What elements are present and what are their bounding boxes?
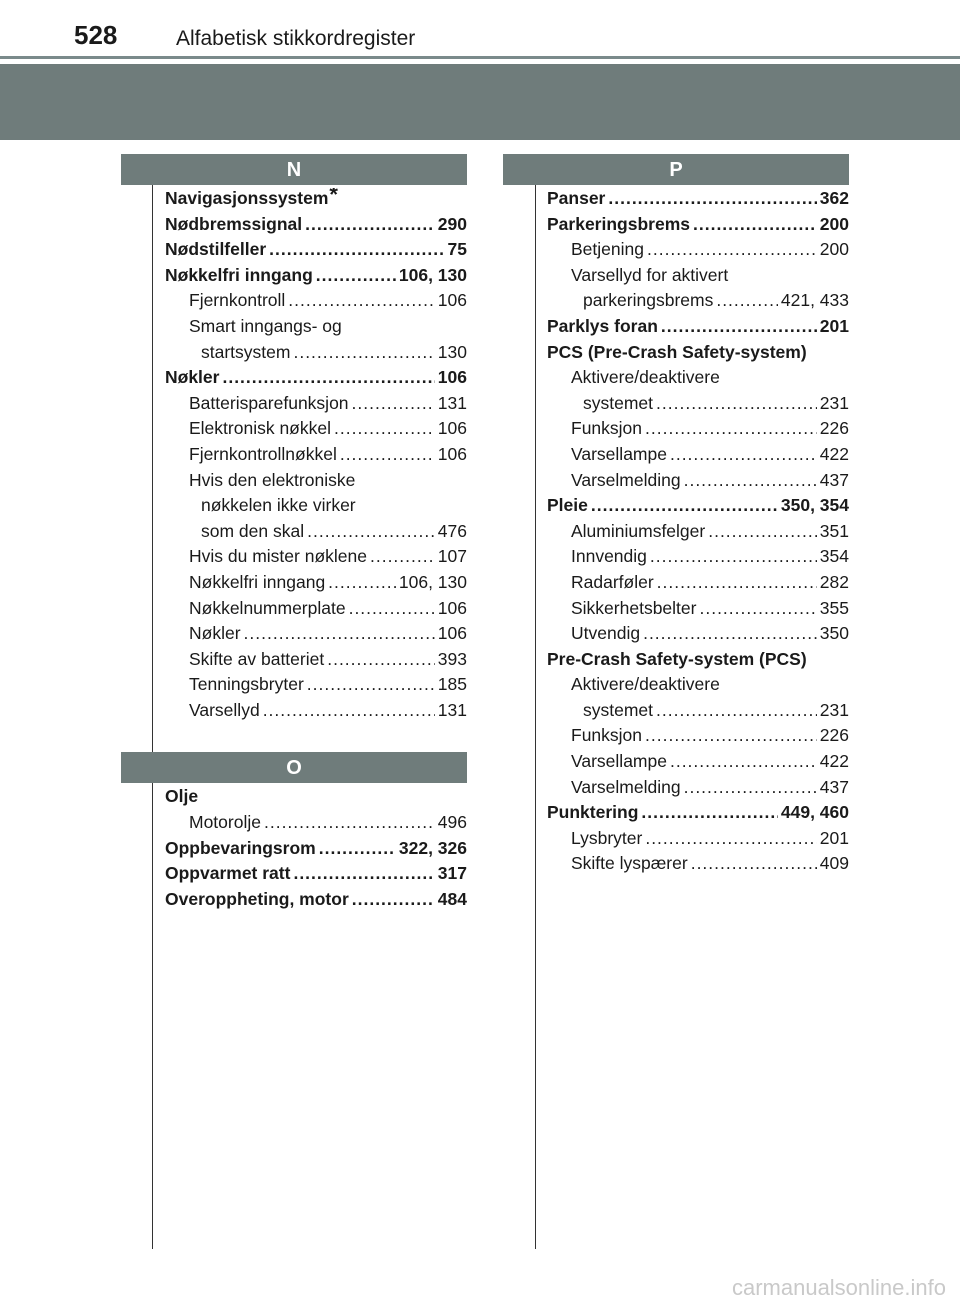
page-reference[interactable]: 201 xyxy=(819,827,849,848)
page-reference[interactable]: 290 xyxy=(437,213,467,234)
index-term: Innvendig xyxy=(571,546,647,567)
page-reference[interactable]: 106 xyxy=(437,443,467,464)
page-reference[interactable]: 351 xyxy=(819,520,849,541)
index-entry xyxy=(547,367,849,393)
index-term: Radarføler xyxy=(571,571,654,592)
dot-leader xyxy=(293,342,434,363)
index-entry xyxy=(547,265,849,291)
page-reference[interactable]: 282 xyxy=(819,571,849,592)
dot-leader xyxy=(305,214,435,235)
page-reference[interactable]: 130 xyxy=(437,341,467,362)
page-reference[interactable]: 185 xyxy=(437,674,467,695)
page-reference[interactable]: 362 xyxy=(819,188,849,208)
index-entry xyxy=(165,700,467,726)
index-entry xyxy=(547,853,849,879)
index-term: Sikkerhetsbelter xyxy=(571,597,697,618)
index-entry xyxy=(165,444,467,470)
index-term: Batterisparefunksjon xyxy=(189,392,349,413)
page-reference[interactable]: 226 xyxy=(819,725,849,746)
index-entry xyxy=(165,889,467,915)
index-entry xyxy=(165,623,467,649)
dot-leader xyxy=(684,777,817,798)
index-term: som den skal xyxy=(201,520,305,541)
index-term: Panser xyxy=(547,188,606,208)
dot-leader xyxy=(264,812,435,833)
page-reference[interactable]: 322, 326 xyxy=(398,837,467,858)
index-entry xyxy=(547,188,849,214)
index-entry xyxy=(165,546,467,572)
dot-leader xyxy=(645,725,817,746)
dot-leader xyxy=(657,572,817,593)
page-reference[interactable]: 106, 130 xyxy=(398,571,467,592)
page-reference[interactable]: 350 xyxy=(819,623,849,644)
index-term: Varselmelding xyxy=(571,776,681,797)
index-term: Varsellyd for aktivert xyxy=(571,264,729,285)
page-reference[interactable]: 106 xyxy=(437,597,467,618)
index-term: Nøkler xyxy=(165,367,220,388)
index-term: startsystem xyxy=(201,341,291,362)
dot-leader xyxy=(349,598,435,619)
index-entry xyxy=(547,572,849,598)
header-divider xyxy=(0,56,960,59)
page-reference[interactable]: 75 xyxy=(447,239,467,260)
page-reference[interactable]: 231 xyxy=(819,392,849,413)
index-term: PCS (Pre-Crash Safety-system) xyxy=(547,341,807,362)
index-entry: Navigasjonssystem * xyxy=(165,188,338,208)
page-reference[interactable]: 131 xyxy=(437,392,467,413)
page-reference[interactable]: 355 xyxy=(819,597,849,618)
page-reference[interactable]: 200 xyxy=(819,239,849,260)
page-reference[interactable]: 437 xyxy=(819,469,849,490)
index-term: Tenningsbryter xyxy=(189,674,304,695)
dot-leader xyxy=(661,316,817,337)
page-reference[interactable]: 422 xyxy=(819,443,849,464)
index-term: Pre-Crash Safety-system (PCS) xyxy=(547,648,807,669)
index-term: Navigasjonssystem xyxy=(165,188,329,208)
dot-leader xyxy=(699,598,816,619)
index-term: Aktivere/deaktivere xyxy=(571,674,720,695)
index-term: Smart inngangs- og xyxy=(189,315,342,336)
dot-leader xyxy=(608,188,816,209)
index-term: Betjening xyxy=(571,239,644,260)
index-entry xyxy=(165,674,467,700)
dot-leader xyxy=(222,367,434,388)
dot-leader xyxy=(307,521,435,542)
page-reference[interactable]: 231 xyxy=(819,699,849,720)
index-entry xyxy=(547,802,849,828)
dot-leader xyxy=(263,700,435,721)
index-entry-list xyxy=(121,786,467,914)
dot-leader xyxy=(334,418,435,439)
index-entry xyxy=(547,649,849,675)
page-reference[interactable]: 106 xyxy=(437,623,467,644)
index-entry xyxy=(165,418,467,444)
index-entry xyxy=(165,838,467,864)
chapter-band xyxy=(0,64,960,140)
section-letter-p: P xyxy=(503,154,849,185)
index-term: Hvis den elektroniske xyxy=(189,469,356,490)
page-reference[interactable]: 201 xyxy=(819,315,849,336)
page-reference[interactable]: 131 xyxy=(437,699,467,720)
dot-leader xyxy=(307,674,435,695)
index-column-right xyxy=(503,154,849,879)
index-term: Nøkkelfri inngang xyxy=(189,571,326,592)
index-entry xyxy=(547,725,849,751)
index-entry xyxy=(547,239,849,265)
dot-leader xyxy=(716,290,778,311)
page-reference[interactable]: 106 xyxy=(437,418,467,439)
page-reference[interactable]: 422 xyxy=(819,751,849,772)
index-term: Lysbryter xyxy=(571,827,643,848)
dot-leader xyxy=(647,239,817,260)
dot-leader xyxy=(328,572,396,593)
dot-leader xyxy=(316,265,396,286)
index-term: Aktivere/deaktivere xyxy=(571,367,720,388)
dot-leader xyxy=(293,863,434,884)
index-entry xyxy=(165,214,467,240)
index-term: Overoppheting, motor xyxy=(165,888,349,909)
index-entry xyxy=(165,598,467,624)
index-entry xyxy=(165,367,467,393)
page-reference[interactable]: 437 xyxy=(819,776,849,797)
page-reference[interactable]: 107 xyxy=(437,546,467,567)
index-entry xyxy=(547,444,849,470)
index-entry xyxy=(547,495,849,521)
index-term: Punktering xyxy=(547,802,639,823)
index-term: Skifte av batteriet xyxy=(189,648,325,669)
page-reference[interactable]: 421, 433 xyxy=(780,290,849,311)
dot-leader xyxy=(319,838,396,859)
section-spacer xyxy=(121,725,467,752)
dot-leader xyxy=(708,521,817,542)
index-term: Hvis du mister nøklene xyxy=(189,546,367,567)
index-entry-list xyxy=(503,188,849,879)
dot-leader xyxy=(645,828,816,849)
index-term: Funksjon xyxy=(571,418,643,439)
index-term: Elektronisk nøkkel xyxy=(189,418,331,439)
index-term: Nødstilfeller xyxy=(165,239,267,260)
index-entry xyxy=(165,786,467,812)
dot-leader xyxy=(288,290,435,311)
index-term: nøkkelen ikke virker xyxy=(201,495,356,516)
dot-leader xyxy=(645,418,817,439)
dot-leader xyxy=(340,444,435,465)
index-entry xyxy=(547,623,849,649)
section-letter-o: O xyxy=(121,752,467,783)
index-entry-list xyxy=(121,188,467,725)
index-entry xyxy=(547,751,849,777)
index-entry xyxy=(547,828,849,854)
index-entry xyxy=(547,546,849,572)
index-entry xyxy=(165,316,467,342)
dot-leader xyxy=(352,393,435,414)
dot-leader xyxy=(352,889,435,910)
dot-leader xyxy=(656,393,817,414)
dot-leader xyxy=(656,700,817,721)
page-reference[interactable]: 317 xyxy=(437,863,467,884)
dot-leader xyxy=(244,623,435,644)
index-term: Fjernkontrollnøkkel xyxy=(189,443,337,464)
index-entry xyxy=(165,470,467,496)
dot-leader xyxy=(269,239,444,260)
index-entry xyxy=(547,521,849,547)
index-entry xyxy=(165,649,467,675)
dot-leader xyxy=(641,802,777,823)
page-reference[interactable]: 200 xyxy=(819,213,849,234)
index-term: Parkeringsbrems xyxy=(547,213,690,234)
index-term: Olje xyxy=(165,786,199,807)
index-entry xyxy=(165,290,467,316)
page-reference[interactable]: 393 xyxy=(437,648,467,669)
index-entry xyxy=(165,812,467,838)
dot-leader xyxy=(670,444,817,465)
dot-leader xyxy=(691,853,817,874)
index-term: Oppvarmet ratt xyxy=(165,863,291,884)
dot-leader xyxy=(693,214,817,235)
index-entry xyxy=(547,316,849,342)
index-term: Varsellampe xyxy=(571,751,667,772)
index-term: Skifte lyspærer xyxy=(571,853,688,874)
page-reference[interactable]: 106 xyxy=(437,367,467,388)
index-term: Varsellyd xyxy=(189,699,260,720)
page-header xyxy=(0,0,960,62)
dot-leader xyxy=(370,546,435,567)
index-entry xyxy=(165,572,467,598)
dot-leader xyxy=(643,623,817,644)
index-column-left xyxy=(121,154,467,914)
index-entry xyxy=(547,290,849,316)
index-entry xyxy=(165,265,467,291)
index-entry xyxy=(547,214,849,240)
page-reference[interactable]: 449, 460 xyxy=(780,802,849,823)
index-term: systemet xyxy=(583,392,654,413)
index-entry xyxy=(547,598,849,624)
page-reference[interactable]: 496 xyxy=(437,812,467,833)
index-entry xyxy=(165,342,467,368)
index-entry xyxy=(547,674,849,700)
page-reference[interactable]: 106, 130 xyxy=(398,264,467,285)
index-term: Nøkler xyxy=(189,623,241,644)
page-reference[interactable]: 106 xyxy=(437,290,467,311)
dot-leader xyxy=(591,495,778,516)
index-entry xyxy=(547,700,849,726)
page-reference[interactable]: 476 xyxy=(437,520,467,541)
index-term: parkeringsbrems xyxy=(583,290,714,311)
page-reference[interactable]: 226 xyxy=(819,418,849,439)
index-entry xyxy=(165,495,467,521)
dot-leader xyxy=(684,470,817,491)
section-letter-n: N xyxy=(121,154,467,185)
index-term: Utvendig xyxy=(571,623,641,644)
page-reference[interactable]: 484 xyxy=(437,888,467,909)
index-entry xyxy=(547,470,849,496)
index-term: Funksjon xyxy=(571,725,643,746)
index-entry xyxy=(165,521,467,547)
dot-leader xyxy=(327,649,435,670)
index-term: Motorolje xyxy=(189,812,261,833)
index-entry xyxy=(547,342,849,368)
watermark: carmanualsonline.info xyxy=(731,1275,946,1300)
index-entry xyxy=(165,393,467,419)
dot-leader xyxy=(650,546,817,567)
index-entry xyxy=(165,239,467,265)
page-reference[interactable]: 354 xyxy=(819,546,849,567)
index-term: systemet xyxy=(583,699,654,720)
index-term: Oppbevaringsrom xyxy=(165,837,316,858)
page-reference[interactable]: 350, 354 xyxy=(780,495,849,516)
dot-leader xyxy=(670,751,817,772)
page-number: 528 xyxy=(74,20,118,50)
page-reference[interactable]: 409 xyxy=(819,853,849,874)
index-entry xyxy=(547,418,849,444)
index-term: Varselmelding xyxy=(571,469,681,490)
index-entry xyxy=(547,777,849,803)
index-entry xyxy=(165,863,467,889)
index-term: Fjernkontroll xyxy=(189,290,286,311)
index-term: Varsellampe xyxy=(571,443,667,464)
index-term: Nøkkelfri inngang xyxy=(165,264,313,285)
index-term: Nødbremssignal xyxy=(165,213,303,234)
index-term: Nøkkelnummerplate xyxy=(189,597,346,618)
index-term: Aluminiumsfelger xyxy=(571,520,706,541)
index-entry xyxy=(547,393,849,419)
index-term: Pleie xyxy=(547,495,588,516)
page-title: Alfabetisk stikkordregister xyxy=(176,27,416,50)
index-term: Parklys foran xyxy=(547,315,658,336)
